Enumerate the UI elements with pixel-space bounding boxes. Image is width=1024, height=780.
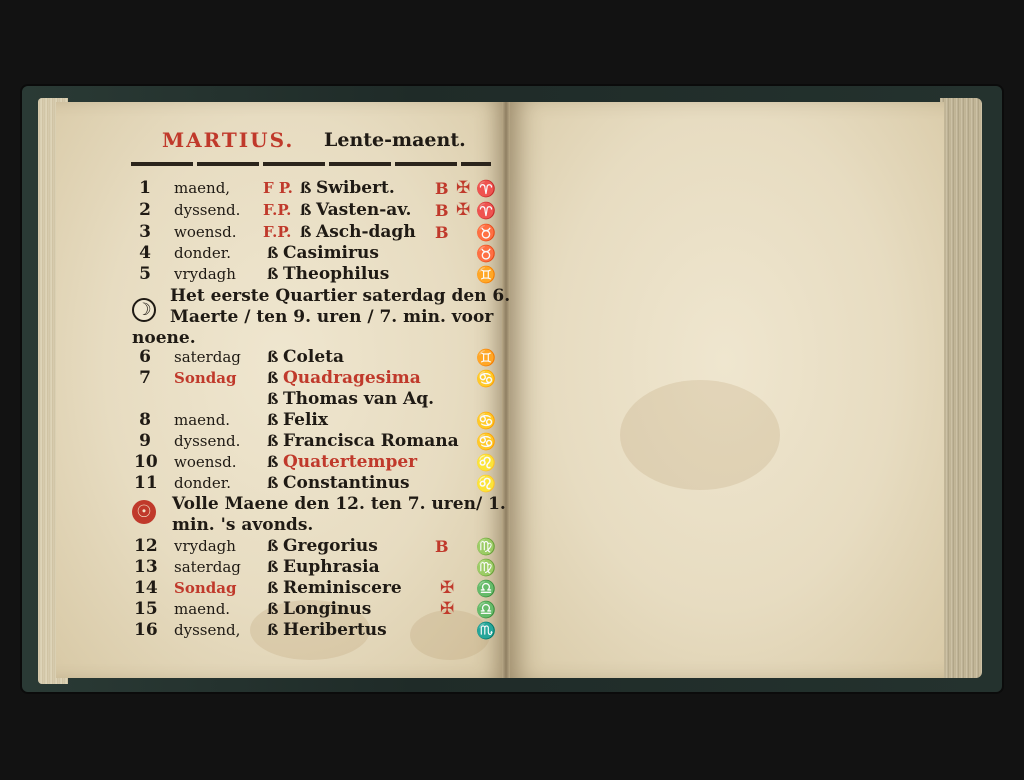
day-number: 10 xyxy=(134,452,158,472)
calendar-row xyxy=(130,222,500,243)
saint-name: Euphrasia xyxy=(283,557,380,577)
day-number: 14 xyxy=(134,578,158,598)
day-number: 4 xyxy=(139,243,151,263)
zodiac-sign-icon: ♊ xyxy=(476,265,496,284)
saint-marker-glyph: ß xyxy=(267,453,279,471)
calendar-row xyxy=(130,557,500,578)
cross-icon: ✠ xyxy=(456,200,471,220)
weekday-label: donder. xyxy=(174,244,232,262)
calendar-row xyxy=(130,264,500,285)
saint-marker-glyph: ß xyxy=(267,474,279,492)
saint-name: Quadragesima xyxy=(283,368,421,388)
zodiac-sign-icon: ♈ xyxy=(476,201,496,220)
saint-name: Casimirus xyxy=(283,243,379,263)
dominical-letter: B xyxy=(435,223,449,242)
calendar-row xyxy=(130,200,500,221)
weekday-label: woensd. xyxy=(174,453,237,471)
saint-name: Reminiscere xyxy=(283,578,402,598)
calendar-row xyxy=(130,347,500,368)
zodiac-sign-icon: ♋ xyxy=(476,411,496,430)
weekday-label: saterdag xyxy=(174,558,241,576)
calendar-row xyxy=(130,243,500,264)
month-subtitle: Lente-maent. xyxy=(324,129,466,151)
saint-name: Gregorius xyxy=(283,536,378,556)
saint-marker-glyph: ß xyxy=(300,223,312,241)
saint-marker-glyph: ß xyxy=(300,201,312,219)
zodiac-sign-icon: ♉ xyxy=(476,244,496,263)
saint-marker-glyph: ß xyxy=(267,369,279,387)
full-moon-note-line1: Volle Maene den 12. ten 7. uren/ 1. xyxy=(172,494,506,514)
day-number: 12 xyxy=(134,536,158,556)
zodiac-sign-icon: ♍ xyxy=(476,558,496,577)
zodiac-sign-icon: ♈ xyxy=(476,179,496,198)
calendar-row xyxy=(130,473,500,494)
dominical-letter: B xyxy=(435,179,449,198)
cross-icon: ✠ xyxy=(440,599,455,619)
dominical-letter: B xyxy=(435,201,449,220)
saint-name: Longinus xyxy=(283,599,372,619)
calendar-row xyxy=(130,178,500,199)
first-quarter-note-line3: noene. xyxy=(132,328,196,348)
zodiac-sign-icon: ♌ xyxy=(476,453,496,472)
feast-mark: F P. xyxy=(263,179,293,197)
calendar-row xyxy=(130,536,500,557)
day-number: 7 xyxy=(139,368,151,388)
saint-name: Vasten-av. xyxy=(316,200,412,220)
dominical-letter: B xyxy=(435,537,449,556)
saint-name: Thomas van Aq. xyxy=(283,389,435,409)
zodiac-sign-icon: ♌ xyxy=(476,474,496,493)
saint-name: Coleta xyxy=(283,347,345,367)
day-number: 15 xyxy=(134,599,158,619)
calendar-row xyxy=(130,620,500,641)
weekday-label: maend. xyxy=(174,600,231,618)
saint-marker-glyph: ß xyxy=(267,411,279,429)
calendar-row xyxy=(130,578,500,599)
weekday-label: dyssend. xyxy=(174,432,241,450)
day-number: 8 xyxy=(139,410,151,430)
saint-name: Quatertemper xyxy=(283,452,418,472)
zodiac-sign-icon: ♏ xyxy=(476,621,496,640)
weekday-label: Sondag xyxy=(174,369,237,387)
day-number: 11 xyxy=(134,473,158,493)
weekday-label: dyssend. xyxy=(174,201,241,219)
full-moon-note-line2: min. 's avonds. xyxy=(172,515,314,535)
day-number: 2 xyxy=(139,200,151,220)
zodiac-sign-icon: ♋ xyxy=(476,369,496,388)
weekday-label: donder. xyxy=(174,474,232,492)
saint-name: Heribertus xyxy=(283,620,387,640)
saint-marker-glyph: ß xyxy=(267,432,279,450)
weekday-label: maend. xyxy=(174,411,231,429)
saint-name: Swibert. xyxy=(316,178,395,198)
saint-marker-glyph: ß xyxy=(267,579,279,597)
day-number: 6 xyxy=(139,347,151,367)
weekday-label: dyssend, xyxy=(174,621,241,639)
first-quarter-note-line1: Het eerste Quartier saterdag den 6. xyxy=(170,286,511,306)
zodiac-sign-icon: ♊ xyxy=(476,348,496,367)
saint-marker-glyph: ß xyxy=(267,600,279,618)
first-quarter-moon-icon: ☽ xyxy=(132,298,156,322)
calendar-row xyxy=(130,599,500,620)
month-title: MARTIUS. xyxy=(162,128,295,152)
calendar-row xyxy=(130,389,500,410)
calendar-row xyxy=(130,431,500,452)
calendar-row xyxy=(130,368,500,389)
saint-marker-glyph: ß xyxy=(267,348,279,366)
saint-name: Francisca Romana xyxy=(283,431,459,451)
saint-name: Asch-dagh xyxy=(316,222,416,242)
zodiac-sign-icon: ♋ xyxy=(476,432,496,451)
feast-mark: F.P. xyxy=(263,201,292,219)
saint-marker-glyph: ß xyxy=(267,558,279,576)
day-number: 5 xyxy=(139,264,151,284)
day-number: 1 xyxy=(139,178,151,198)
weekday-label: saterdag xyxy=(174,348,241,366)
weekday-label: vrydagh xyxy=(174,537,236,555)
day-number: 16 xyxy=(134,620,158,640)
saint-marker-glyph: ß xyxy=(267,537,279,555)
day-number: 9 xyxy=(139,431,151,451)
day-number: 3 xyxy=(139,222,151,242)
weekday-label: Sondag xyxy=(174,579,237,597)
feast-mark: F.P. xyxy=(263,223,292,241)
saint-name: Constantinus xyxy=(283,473,410,493)
calendar-row xyxy=(130,452,500,473)
saint-marker-glyph: ß xyxy=(267,244,279,262)
zodiac-sign-icon: ♎ xyxy=(476,600,496,619)
saint-marker-glyph: ß xyxy=(300,179,312,197)
zodiac-sign-icon: ♍ xyxy=(476,537,496,556)
cross-icon: ✠ xyxy=(440,578,455,598)
weekday-label: woensd. xyxy=(174,223,237,241)
zodiac-sign-icon: ♎ xyxy=(476,579,496,598)
saint-name: Felix xyxy=(283,410,329,430)
day-number: 13 xyxy=(134,557,158,577)
zodiac-sign-icon: ♉ xyxy=(476,223,496,242)
weekday-label: maend, xyxy=(174,179,231,197)
saint-marker-glyph: ß xyxy=(267,621,279,639)
first-quarter-note-line2: Maerte / ten 9. uren / 7. min. voor xyxy=(170,307,494,327)
weekday-label: vrydagh xyxy=(174,265,236,283)
saint-marker-glyph: ß xyxy=(267,265,279,283)
cross-icon: ✠ xyxy=(456,178,471,198)
calendar-row xyxy=(130,410,500,431)
saint-name: Theophilus xyxy=(283,264,390,284)
saint-marker-glyph: ß xyxy=(267,390,279,408)
full-moon-icon: ☉ xyxy=(132,500,156,524)
